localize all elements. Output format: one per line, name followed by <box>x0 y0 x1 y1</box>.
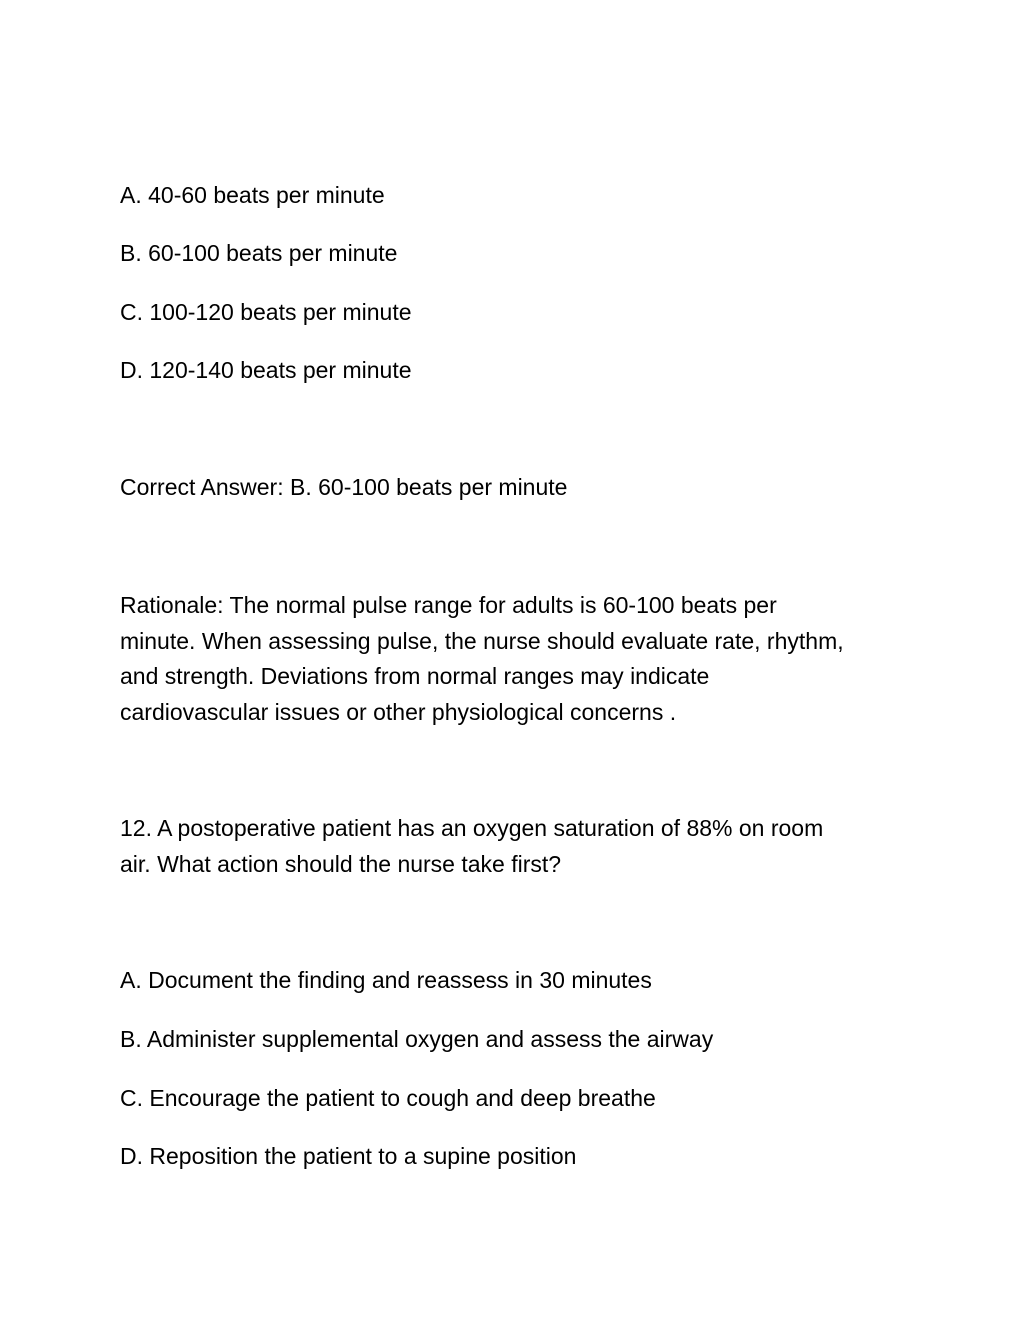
q12-option-b: B. Administer supplemental oxygen and assess the airway <box>120 1026 714 1052</box>
q12-option-d: D. Reposition the patient to a supine position <box>120 1143 577 1169</box>
q12-option-c: C. Encourage the patient to cough and deep breathe <box>120 1085 656 1111</box>
q12-stem <box>120 811 900 882</box>
q11-option-b: B. 60-100 beats per minute <box>120 240 398 266</box>
rationale-line: Rationale: The normal pulse range for adults is 60-100 beats per <box>120 592 777 618</box>
q12-stem-line: 12. A postoperative patient has an oxygen saturation of 88% on room <box>120 815 824 841</box>
q11-correct-answer: Correct Answer: B. 60-100 beats per minute <box>120 474 568 500</box>
q11-option-a: A. 40-60 beats per minute <box>120 182 385 208</box>
q12-stem-line: air. What action should the nurse take first? <box>120 850 562 877</box>
rationale-line: minute. When assessing pulse, the nurse should evaluate rate, rhythm, <box>120 627 844 654</box>
q11-option-d: D. 120-140 beats per minute <box>120 357 412 383</box>
q11-rationale <box>120 588 900 730</box>
rationale-line: cardiovascular issues or other physiological concerns . <box>120 698 677 725</box>
q12-option-a: A. Document the finding and reassess in 30 minutes <box>120 967 652 993</box>
q11-option-c: C. 100-120 beats per minute <box>120 299 412 325</box>
rationale-line: and strength. Deviations from normal ranges may indicate <box>120 663 710 689</box>
